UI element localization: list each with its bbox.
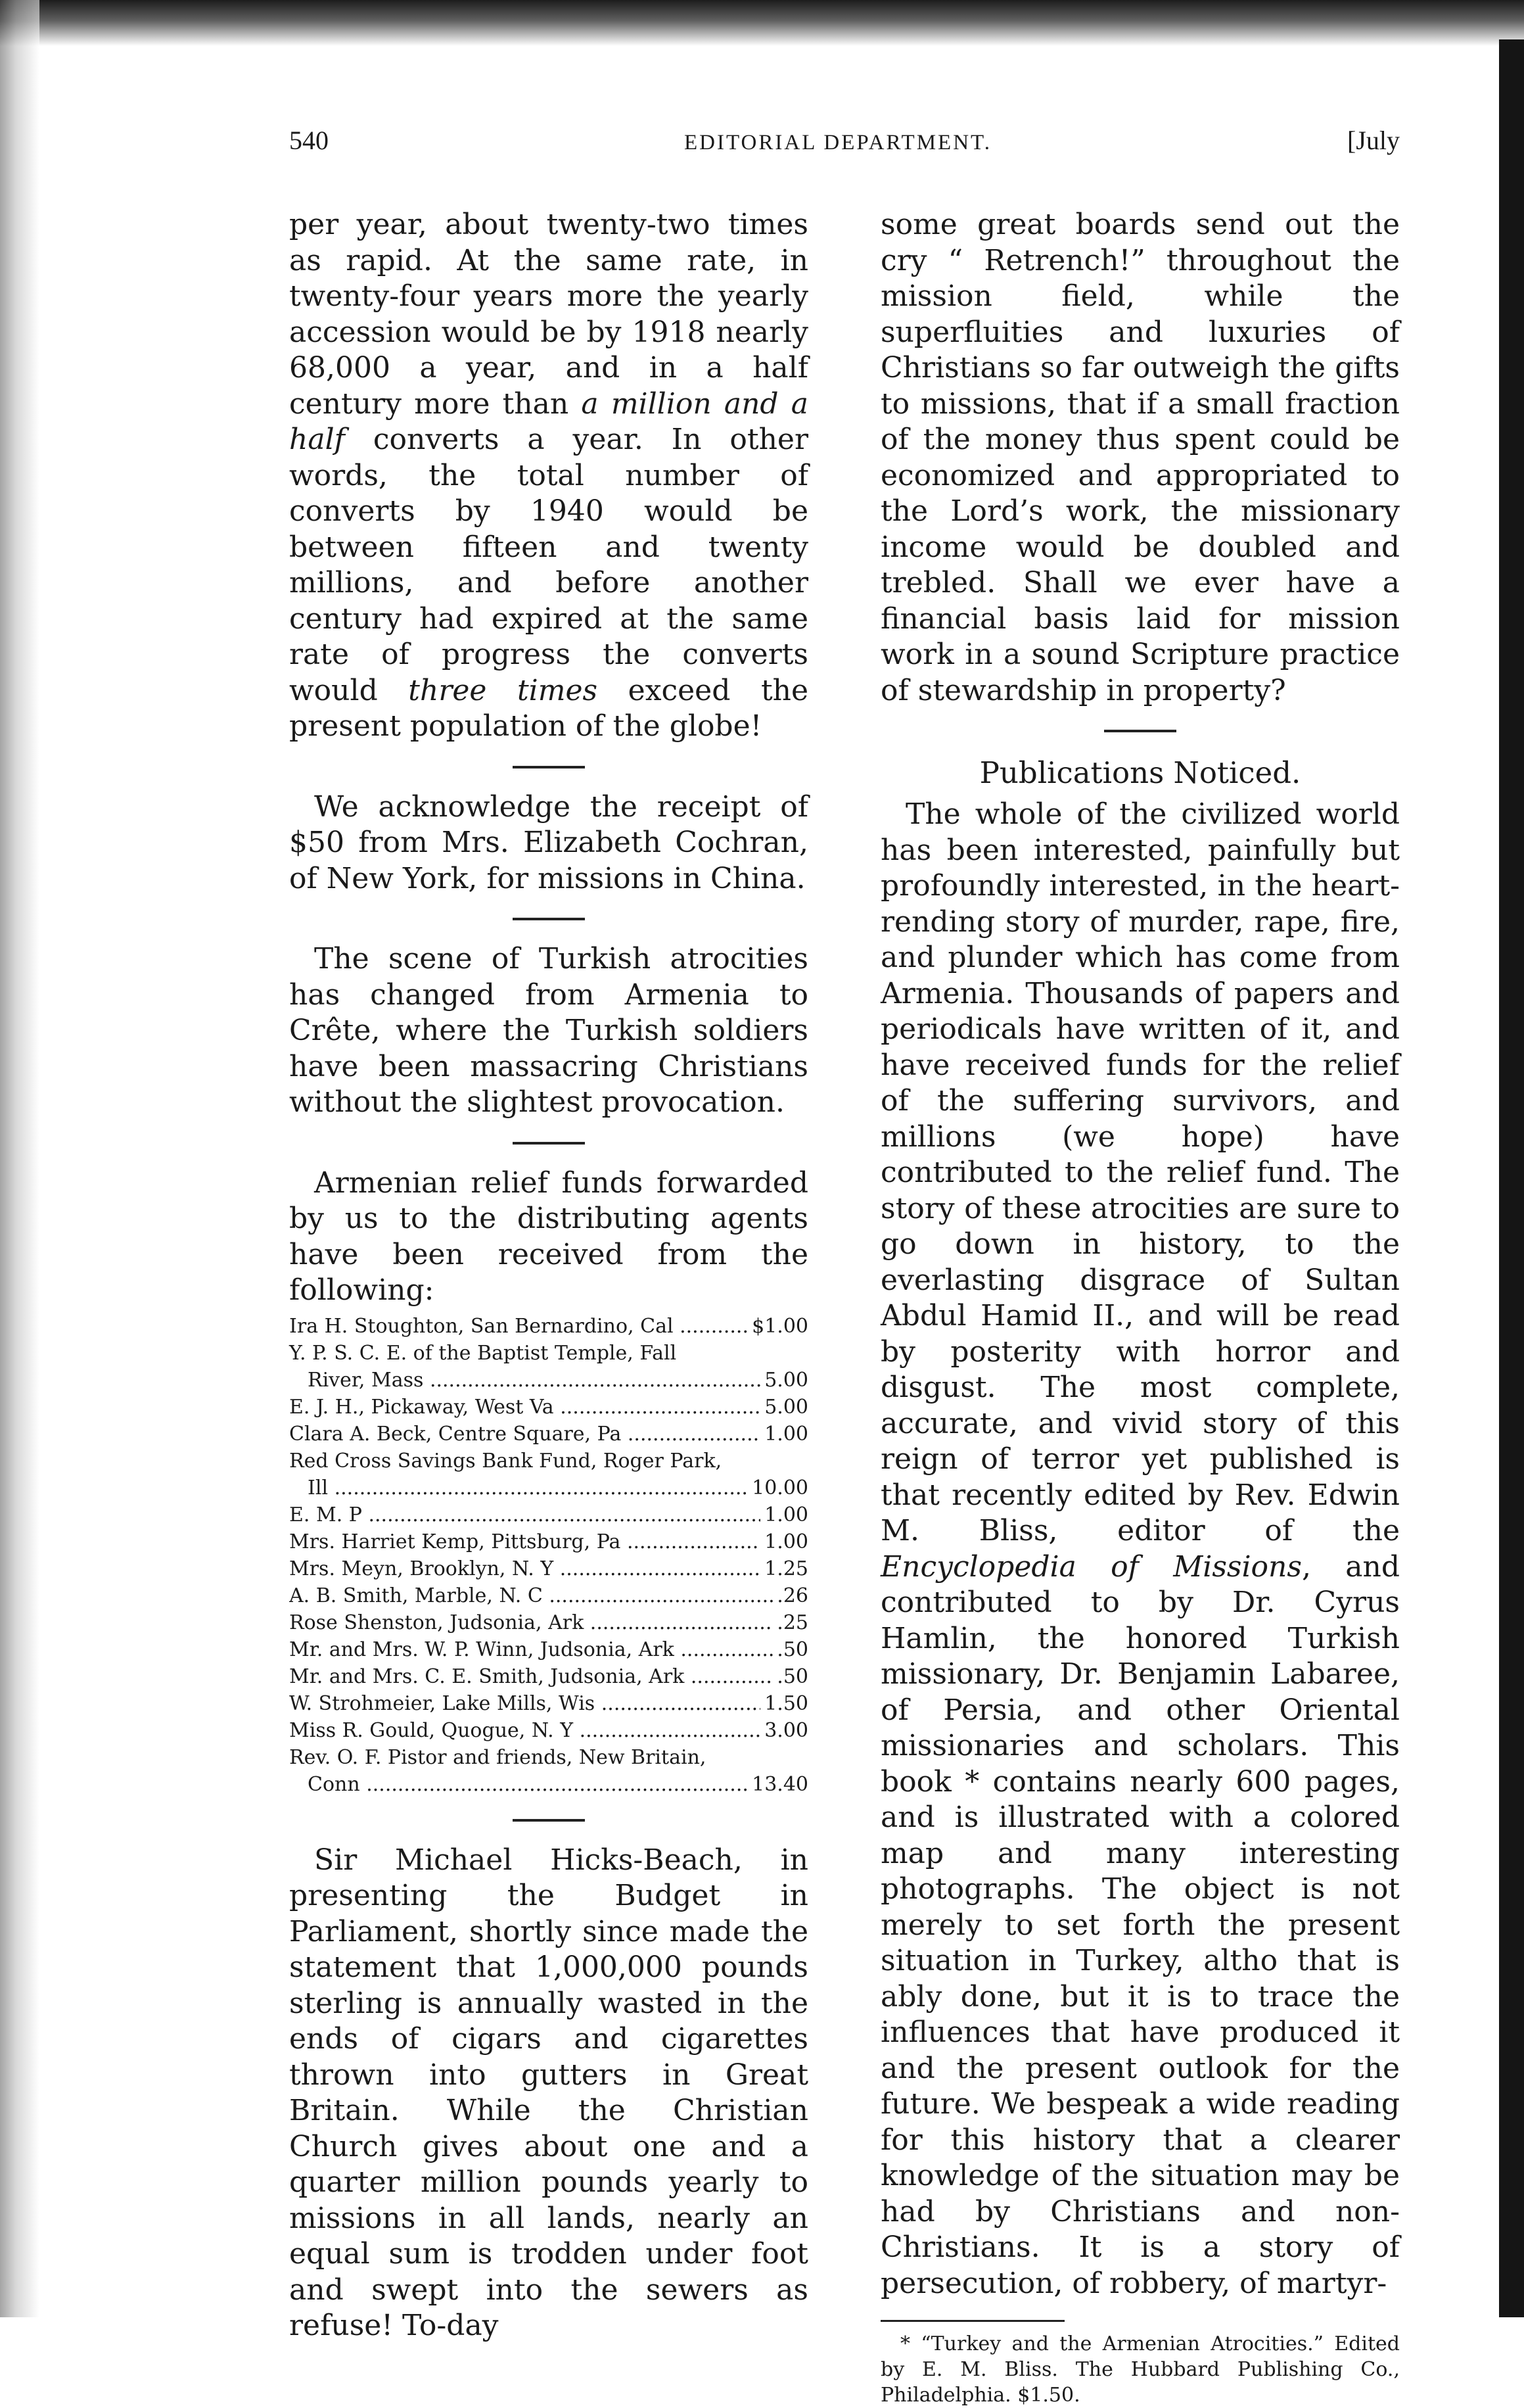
list-item: Miss R. Gould, Quogue, N. Y ..... 3.00 [289, 1717, 808, 1744]
list-item: Mrs. Harriet Kemp, Pittsburg, Pa ..... 1.00 [289, 1528, 808, 1555]
footnote: * “Turkey and the Armenian Atrocities.” Edited by E. M. Bliss. The Hubbard Publishing Co., Philadelphia. $1.50. [881, 2332, 1400, 2407]
running-head [289, 125, 1400, 171]
list-item: Ira H. Stoughton, San Bernardino, Cal ..... $1.00 [289, 1313, 808, 1340]
list-item: E. M. P ..... 1.00 [289, 1501, 808, 1528]
acknowledgement-paragraph: We acknowledge the receipt of $50 from Mrs. Elizabeth Cochran, of New York, for missions in China. [289, 790, 808, 895]
relief-funds-paragraph: Armenian relief funds forwarded by us to the distributing agents have been received from the following: [289, 1166, 808, 1307]
converts-paragraph: per year, about twenty-two times as rapid. At the same rate, in twenty-four years more the yearly accession would be by 1918 nearly 68,000 a year, and in a half century more than a million and a half converts a year. In other words, the total number of converts by 1940 would be between fifteen and twenty millions, and before another century had expired at the same rate of progress the converts would three times exceed the present population of the globe! [289, 208, 809, 743]
scan-top-edge [0, 0, 1524, 46]
publications-paragraph: The whole of the civilized world has been interested, painfully but profoundly interested, in the heart-rending story of murder, rape, fire, and plunder which has come from Armenia. Thousands of papers and periodicals have written of it, and have received funds for the relief of the suffering survivors, and millions (we hope) have contributed to the relief fund. The story of these atrocities are sure to go down in history, to the everlasting disgrace of Sultan Abdul Hamid II., and will be read by posterity with horror and disgust. The most complete, accurate, and vivid story of this reign of terror yet published is that recently edited by Rev. Edwin M. Bliss, editor of the Encyclopedia of Missions, and contributed to by Dr. Cyrus Hamlin, the honored Turkish missionary, Dr. Benjamin Labaree, of Persia, and other Oriental missionaries and scholars. This book * contains nearly 600 pages, and is illustrated with a colored map and many interesting photographs. The object is not merely to set forth the present situation in Turkey, altho that is ably done, but it is to trace the influences that have produced it and the present outlook for the future. We bespeak a wide reading for this history that a clearer knowledge of the situation may be had by Christians and non-Christians. It is a story of persecution, of robbery, of martyr- [881, 797, 1400, 2300]
list-item: Rose Shenston, Judsonia, Ark ..... .25 [289, 1609, 808, 1636]
footnote-divider [881, 2320, 1065, 2322]
list-item: Clara A. Beck, Centre Square, Pa ..... 1.00 [289, 1421, 808, 1448]
columns [289, 207, 1400, 2408]
stewardship-paragraph: some great boards send out the cry “ Retrench!” throughout the mission field, while the superfluities and luxuries of Christians so far outweigh the gifts to missions, that if a small fraction of the money thus spent could be economized and appropriated to the Lord’s work, the missionary income would be doubled and trebled. Shall we ever have a financial basis laid for mission work in a sound Scripture practice of stewardship in property? [881, 208, 1400, 707]
list-item: Red Cross Savings Bank Fund, Roger Park, Ill ..... 10.00 [289, 1448, 808, 1501]
section-divider [513, 1142, 585, 1145]
list-item: Mrs. Meyn, Brooklyn, N. Y ..... 1.25 [289, 1555, 808, 1582]
issue-month: [July [1347, 126, 1400, 155]
section-divider [1104, 730, 1176, 732]
donation-list [289, 1313, 808, 1798]
list-item: Rev. O. F. Pistor and friends, New Britain, Conn ..... 13.40 [289, 1744, 808, 1798]
page-number: 540 [289, 126, 329, 155]
section-divider [513, 1819, 585, 1822]
list-item: Y. P. S. C. E. of the Baptist Temple, Fall River, Mass ..... 5.00 [289, 1340, 808, 1394]
list-item: W. Strohmeier, Lake Mills, Wis ..... 1.50 [289, 1690, 808, 1717]
list-item: Mr. and Mrs. C. E. Smith, Judsonia, Ark ..... .50 [289, 1663, 808, 1690]
section-divider [513, 918, 585, 920]
scan-right-edge [1499, 39, 1524, 2317]
scan-binding-shadow [0, 0, 39, 2317]
left-column [289, 207, 808, 2408]
budget-paragraph: Sir Michael Hicks-Beach, in presenting the Budget in Parliament, shortly since made the statement that 1,000,000 pounds sterling is annually wasted in the ends of cigars and cigarettes thrown into gutters in Great Britain. While the Christian Church gives about one and a quarter million pounds yearly to missions in all lands, nearly an equal sum is trodden under foot and swept into the sewers as refuse! To-day [289, 1843, 808, 2342]
list-item: Mr. and Mrs. W. P. Winn, Judsonia, Ark ..... .50 [289, 1636, 808, 1663]
right-column [881, 207, 1400, 2408]
page [289, 125, 1400, 2407]
list-item: E. J. H., Pickaway, West Va ..... 5.00 [289, 1394, 808, 1421]
turkish-atrocities-paragraph: The scene of Turkish atrocities has changed from Armenia to Crête, where the Turkish soldiers have been massacring Christians without the slightest provocation. [289, 942, 808, 1119]
section-heading: Publications Noticed. [979, 755, 1301, 790]
section-divider [513, 766, 585, 768]
running-title: EDITORIAL DEPARTMENT. [683, 131, 992, 154]
list-item: A. B. Smith, Marble, N. C ..... .26 [289, 1582, 808, 1609]
